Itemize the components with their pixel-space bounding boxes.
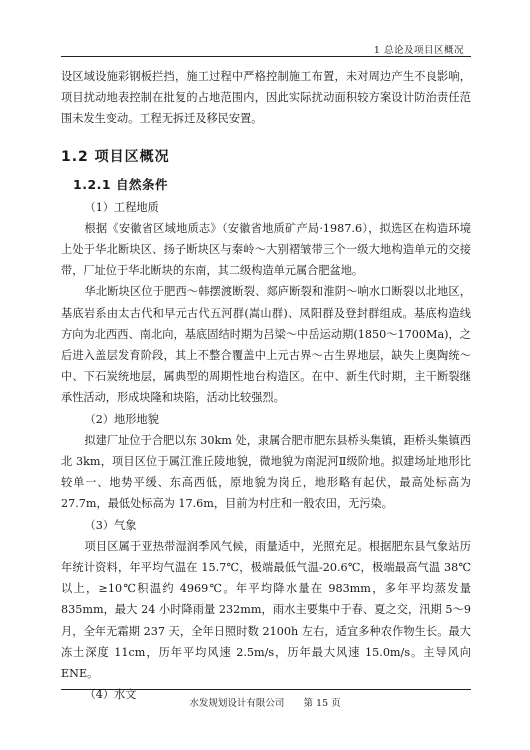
footer-company: 水发规划设计有限公司: [189, 698, 285, 709]
section-heading: 1.2 项目区概况: [61, 148, 170, 165]
footer-rule: [61, 689, 471, 690]
paragraph-intro: 设区域设施彩钢板拦挡，施工过程中严格控制施工布置，未对周边产生不良影响，项目扰动地表控制在批复的占地范围内，因此实际扰动面积较方案设计防治责任范围未发生变动。工程无拆迁及移民安置。: [61, 70, 471, 126]
subsection-heading: 1.2.1 自然条件: [73, 176, 168, 192]
paragraph-climate: 项目区属于亚热带湿润季风气候，雨量适中，光照充足。根据肥东县气象站历年统计资料，年平均气温在 15.7℃，极端最低气温-20.6℃，极端最高气温 38℃以上，≥10℃积温约 4969℃。年平均降水量在 983mm，多年平均蒸发量 835mm，最大 24 小时降雨量 232mm，雨水主要集中于春、夏之交，汛期 5～9 月，全年无霜期 237 天，全年日照时数 2100h 左右，适宜多种农作物生长。最大冻土深度 11cm，历年平均风速 2.5m/s，历年最大风速 15.0m/s。主导风向 ENE。: [61, 539, 471, 681]
page-footer: [0, 695, 530, 709]
item-label-geology: （1）工程地质: [84, 200, 159, 214]
header-rule: [61, 56, 471, 57]
item-label-landform: （2）地形地貌: [84, 412, 159, 426]
paragraph-landform: 拟建厂址位于合肥以东 30km 处，隶属合肥市肥东县桥头集镇，距桥头集镇西北 3km，项目区位于属江淮丘陵地貌，微地貌为南泥河Ⅱ级阶地。拟建场址地形比较单一、地势平缓、东高西低，原地貌为岗丘，地形略有起伏，最高处标高为 27.7m，最低处标高为 17.6m，目前为村庄和一般农田，无污染。: [61, 433, 471, 511]
item-label-climate: （3）气象: [84, 518, 137, 532]
item-label-hydrology: （4）水文: [84, 688, 137, 702]
footer-page-number: 第 15 页: [303, 698, 341, 709]
page-content: [61, 66, 471, 705]
running-header: 1 总论及项目区概况: [373, 45, 464, 56]
paragraph-geology-1: 根据《安徽省区域地质志》（安徽省地质矿产局·1987.6），拟选区在构造环境上处于华北断块区、扬子断块区与秦岭～大别褶皱带三个一级大地构造单元的交接带，厂址位于华北断块的东南，其二级构造单元属合肥盆地。: [61, 221, 471, 278]
paragraph-geology-2: 华北断块区位于肥西～韩摆渡断裂、郯庐断裂和淮阴～响水口断裂以北地区，基底岩系由太古代和早元古代五河群(嵩山群)、凤阳群及登封群组成。基底构造线方向为北西西、南北向，基底固结时期为吕梁～中岳运动期(1850～1700Ma)，之后进入盖层发育阶段，其上不整合覆盖中上元古界～古生界地层，缺失上奥陶统～中、下石炭统地层，属典型的周期性地台构造区。在中、新生代时期，主干断裂继承性活动，形成块隆和块陷，活动比较强烈。: [61, 285, 471, 405]
